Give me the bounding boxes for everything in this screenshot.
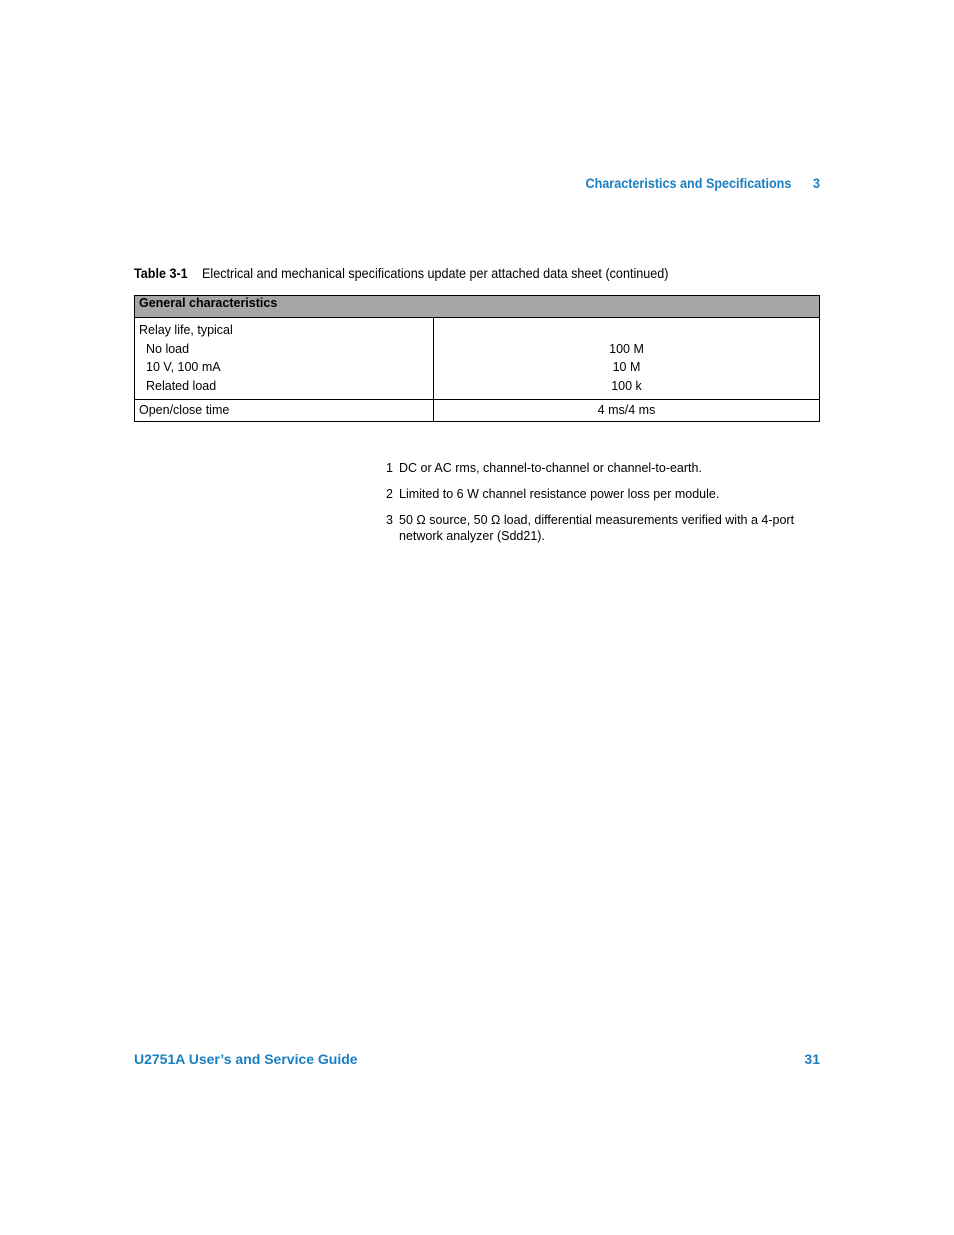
table-section-header: General characteristics	[135, 296, 820, 318]
footnote-number: 2	[386, 487, 393, 501]
table-cell-value	[434, 318, 820, 400]
footnote-number: 3	[386, 513, 393, 527]
spec-table	[134, 295, 820, 422]
chapter-number: 3	[812, 175, 820, 191]
page-number: 31	[804, 1051, 820, 1067]
sub-item-value: 100 M	[609, 341, 644, 356]
footnote	[386, 486, 820, 502]
guide-title: U2751A User’s and Service Guide	[134, 1051, 358, 1067]
section-title: Characteristics and Specifications	[585, 175, 792, 191]
page-footer	[134, 1051, 820, 1067]
footnote-text: DC or AC rms, channel-to-channel or channel-to-earth.	[399, 461, 702, 475]
table-row	[135, 318, 820, 400]
footnote-text: Limited to 6 W channel resistance power loss per module.	[399, 487, 720, 501]
sub-item-value: 10 M	[612, 360, 641, 374]
sub-item-label: No load	[146, 341, 190, 356]
sub-item-value: 100 k	[611, 378, 642, 393]
table-cell-label	[135, 318, 434, 400]
table-header-row	[135, 296, 820, 318]
table-row	[135, 400, 820, 422]
row-label: Relay life, typical	[139, 323, 233, 337]
row-value: 4 ms/4 ms	[434, 400, 820, 422]
row-label: Open/close time	[135, 400, 434, 422]
running-header	[568, 175, 820, 191]
footnote-number: 1	[386, 461, 393, 475]
sub-item-label: 10 V, 100 mA	[146, 360, 221, 374]
footnote	[386, 460, 820, 476]
footnote-text: 50 Ω source, 50 Ω load, differential measurements verified with a 4-port network analyzer (Sdd21).	[399, 513, 795, 543]
table-caption-text: Electrical and mechanical specifications update per attached data sheet (continued)	[201, 265, 669, 281]
sub-item-label: Related load	[146, 378, 217, 393]
spacer	[438, 321, 815, 340]
footnotes	[386, 460, 820, 554]
footnote	[386, 512, 820, 544]
table-caption-number: Table 3-1	[134, 265, 188, 281]
table-caption	[134, 265, 668, 281]
